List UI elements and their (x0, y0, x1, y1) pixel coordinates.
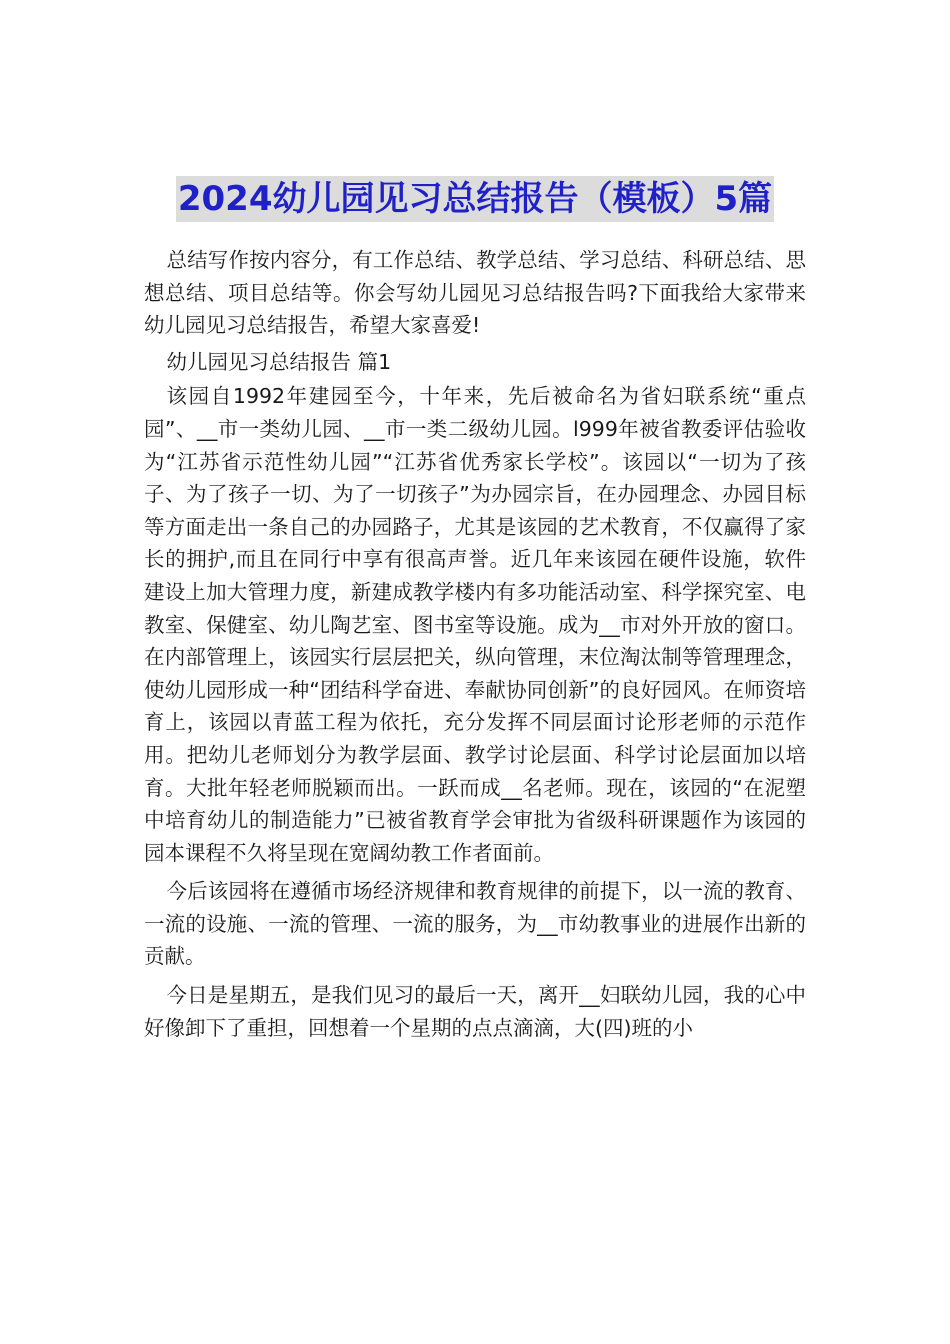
section-heading: 幼儿园见习总结报告 篇1 (166, 349, 392, 374)
document-title: 2024幼儿园见习总结报告（模板）5篇 (176, 176, 774, 222)
title-container (0, 176, 950, 222)
body-paragraph: 今日是星期五，是我们见习的最后一天，离开__妇联幼儿园，我的心中好像卸下了重担，回想着一个星期的点点滴滴，大(四)班的小 (144, 983, 806, 1040)
document-body (144, 244, 806, 1044)
body-paragraph: 今后该园将在遵循市场经济规律和教育规律的前提下，以一流的教育、一流的设施、一流的管理、一流的服务，为__市幼教事业的进展作出新的贡献。 (144, 879, 806, 969)
body-paragraph: 该园自1992年建园至今，十年来，先后被命名为省妇联系统“重点园”、__市一类幼儿园、__市一类二级幼儿园。l999年被省教委评估验收为“江苏省示范性幼儿园”“江苏省优秀家长学校”。该园以“一切为了孩子、为了孩子一切、为了一切孩子”为办园宗旨，在办园理念、办园目标等方面走出一条自己的办园路子，尤其是该园的艺术教育，不仅赢得了家长的拥护,而且在同行中享有很高声誉。近几年来该园在硬件设施，软件建设上加大管理力度，新建成教学楼内有多功能活动室、科学探究室、电教室、保健室、幼儿陶艺室、图书室等设施。成为__市对外开放的窗口。在内部管理上，该园实行层层把关，纵向管理，末位淘汰制等管理理念，使幼儿园形成一种“团结科学奋进、奉献协同创新”的良好园风。在师资培育上，该园以青蓝工程为依托，充分发挥不同层面讨论形老师的示范作用。把幼儿老师划分为教学层面、教学讨论层面、科学讨论层面加以培育。大批年轻老师脱颖而出。一跃而成__名老师。现在，该园的“在泥塑中培育幼儿的制造能力”已被省教育学会审批为省级科研课题作为该园的园本课程不久将呈现在宽阔幼教工作者面前。 (144, 384, 806, 865)
intro-paragraph: 总结写作按内容分，有工作总结、教学总结、学习总结、科研总结、思想总结、项目总结等。你会写幼儿园见习总结报告吗?下面我给大家带来幼儿园见习总结报告，希望大家喜爱! (144, 248, 806, 338)
